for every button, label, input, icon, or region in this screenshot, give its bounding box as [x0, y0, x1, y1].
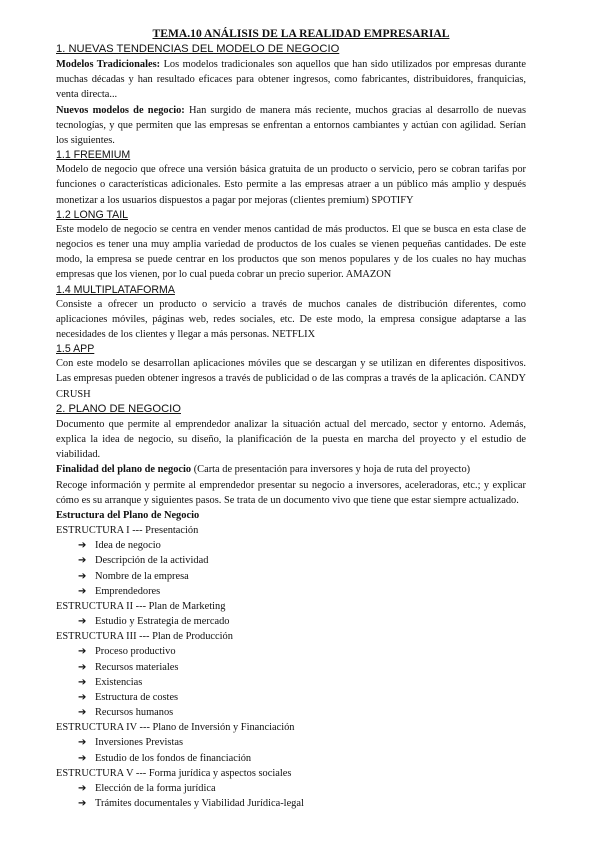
- business-plan-purpose-text: Recoge información y permite al emprendedor presentar su negocio a inversores, aceleradoras, etc.; y explicar cómo es su arranque y siguientes pasos. Se trata de un documento vivo que tiene que estar siempre actualizado.: [56, 479, 526, 506]
- subsection-app-text: Con este modelo se desarrollan aplicaciones móviles que se descargan y se utilizan en diferentes dispositivos. Las empresas pueden obtener ingresos a través de publicidad o de las compras a través de la aplicación. CANDY CRUSH: [56, 358, 527, 400]
- arrow-icon: ➔: [78, 570, 87, 582]
- structure-5: [56, 766, 526, 811]
- arrow-icon: ➔: [78, 691, 87, 703]
- structure-items: [56, 781, 526, 811]
- list-item-label: Elección de la forma jurídica: [95, 782, 216, 794]
- structure-label: ESTRUCTURA II --- Plan de Marketing: [56, 601, 226, 613]
- list-item: [78, 644, 526, 659]
- structure-label: ESTRUCTURA V --- Forma jurídica y aspectos sociales: [56, 767, 292, 779]
- list-item-label: Descripción de la actividad: [95, 555, 209, 567]
- list-item: [78, 553, 526, 568]
- traditional-models-label: Modelos Tradicionales:: [56, 59, 161, 70]
- structure-2: [56, 599, 526, 629]
- list-item-label: Recursos humanos: [95, 707, 174, 719]
- structure-label: ESTRUCTURA IV --- Plano de Inversión y Financiación: [56, 722, 295, 734]
- list-item: [78, 735, 526, 750]
- list-item: [78, 751, 526, 766]
- new-models-paragraph: [56, 103, 526, 149]
- list-item-label: Existencias: [95, 676, 143, 688]
- list-item: [78, 781, 526, 796]
- list-item-label: Estudio de los fondos de financiación: [95, 752, 252, 764]
- list-item-label: Estructura de costes: [95, 691, 179, 703]
- subsection-multiplataforma-text: Consiste a ofrecer un producto o servicio a través de muchos canales de distribución diferentes, como aplicaciones móviles, páginas web, redes sociales, etc. De este modo, la empresa consigue adaptarse a las necesidades de los clientes y llegar a más personas. NETFLIX: [56, 298, 526, 341]
- structure-title: Estructura del Plano de Negocio: [56, 510, 200, 522]
- list-item-label: Nombre de la empresa: [95, 570, 189, 582]
- section-2-heading: 2. PLANO DE NEGOCIO: [56, 402, 181, 415]
- arrow-icon: ➔: [78, 555, 87, 567]
- list-item: [78, 584, 526, 599]
- list-item-label: Proceso productivo: [95, 646, 176, 658]
- list-item: [78, 538, 526, 553]
- arrow-icon: ➔: [78, 752, 87, 764]
- list-item-label: Recursos materiales: [95, 661, 179, 673]
- document-title: TEMA.10 ANÁLISIS DE LA REALIDAD EMPRESARIAL: [152, 27, 450, 40]
- new-models-label: Nuevos modelos de negocio:: [56, 104, 185, 116]
- structure-label: ESTRUCTURA III --- Plan de Producción: [56, 631, 233, 643]
- arrow-icon: ➔: [78, 585, 87, 597]
- structure-4: [56, 720, 526, 765]
- business-plan-purpose-label: Finalidad del plano de negocio: [56, 464, 192, 476]
- traditional-models-paragraph: [56, 57, 526, 103]
- list-item-label: Emprendedores: [95, 585, 161, 597]
- list-item: [78, 705, 526, 720]
- structure-items: [56, 644, 526, 720]
- subsection-app-heading: 1.5 APP: [56, 343, 95, 356]
- structure-label: ESTRUCTURA I --- Presentación: [56, 525, 199, 537]
- subsection-long-tail-heading: 1.2 LONG TAIL: [56, 208, 129, 221]
- list-item: [78, 796, 526, 811]
- arrow-icon: ➔: [78, 676, 87, 688]
- list-item: [78, 614, 526, 629]
- list-item: [78, 569, 526, 584]
- arrow-icon: ➔: [78, 707, 87, 719]
- list-item: [78, 690, 526, 705]
- list-item-label: Idea de negocio: [95, 540, 161, 552]
- subsection-multiplataforma-heading: 1.4 MULTIPLATAFORMA: [56, 283, 175, 296]
- section-1-heading: 1. NUEVAS TENDENCIAS DEL MODELO DE NEGOCIO: [56, 43, 340, 55]
- business-plan-intro: Documento que permite al emprendedor analizar la situación actual del mercado, sector y entorno. Además, explica la idea de negocio, su diseño, la planificación de la puesta en marcha del proyecto y el estudio de viabilidad.: [56, 418, 526, 461]
- structure-1: [56, 523, 526, 599]
- structure-3: [56, 629, 526, 720]
- arrow-icon: ➔: [78, 616, 87, 628]
- list-item-label: Inversiones Previstas: [95, 737, 184, 749]
- new-models-text: Han surgido de manera más reciente, muchos gracias al desarrollo de nuevas tecnologías, y que permiten que las empresas se enfrentan a entornos cambiantes y actúan con agilidad. Serían los siguientes.: [56, 104, 526, 147]
- structure-items: [56, 538, 526, 599]
- arrow-icon: ➔: [78, 540, 87, 552]
- document-page: [56, 27, 526, 811]
- subsection-freemium-text: Modelo de negocio que ofrece una versión básica gratuita de un producto o servicio, pero se cobran tarifas por funciones o características adicionales. Esto permite a las empresas atraer a un público más amplio y después monetizar a los usuarios dispuestos a pagar por mejoras (clientes premium) SPOTIFY: [56, 164, 526, 206]
- business-plan-purpose-paren: (Carta de presentación para inversores y hoja de ruta del proyecto): [191, 464, 471, 476]
- arrow-icon: ➔: [78, 797, 87, 809]
- arrow-icon: ➔: [78, 782, 87, 794]
- subsection-freemium-heading: 1.1 FREEMIUM: [56, 149, 131, 162]
- list-item: [78, 660, 526, 675]
- arrow-icon: ➔: [78, 646, 87, 658]
- subsection-long-tail-text: Este modelo de negocio se centra en vender menos cantidad de más productos. El que se busca en esta clase de negocios es tener una muy amplia variedad de productos de los cuales se vienen pequeñas cantidades. De este modo, la empresa se puede centrar en los productos que son menos populares y de los cuales no hay muchas empresas que los vienen, por lo cual pueda cobrar un precio superior. AMAZON: [56, 223, 526, 281]
- structure-items: [56, 735, 526, 765]
- list-item-label: Trámites documentales y Viabilidad Jurídica-legal: [95, 797, 304, 809]
- arrow-icon: ➔: [78, 737, 87, 749]
- list-item-label: Estudio y Estrategia de mercado: [95, 616, 230, 628]
- structure-items: [56, 614, 526, 629]
- traditional-models-text: Los modelos tradicionales son aquellos que han sido utilizados por empresas durante muchas décadas y han resultado eficaces para obtener ingresos, como fabricantes, distribuidores, franquicias, venta directa...: [56, 59, 527, 101]
- list-item: [78, 675, 526, 690]
- arrow-icon: ➔: [78, 661, 87, 673]
- business-plan-purpose-line: [56, 462, 526, 477]
